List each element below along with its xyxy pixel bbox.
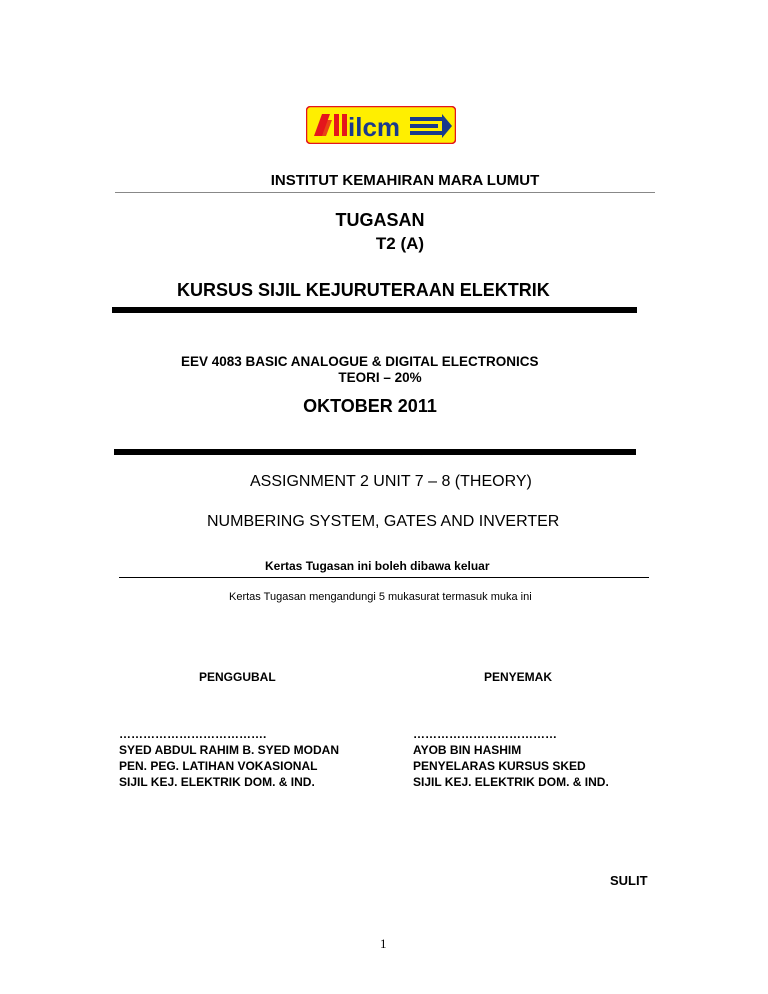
checker-heading: PENYEMAK xyxy=(484,670,553,684)
course-title: KURSUS SIJIL KEJURUTERAAN ELEKTRIK xyxy=(177,280,550,300)
preparer-heading: PENGGUBAL xyxy=(199,670,276,684)
preparer-title: PEN. PEG. LATIHAN VOKASIONAL xyxy=(119,759,318,773)
thick-rule-bottom xyxy=(114,449,636,455)
checker-name: AYOB BIN HASHIM xyxy=(413,743,522,757)
subject-weight: TEORI – 20% xyxy=(338,370,422,385)
preparer-dots: ………………………………. xyxy=(119,727,267,741)
subject-code: EEV 4083 BASIC ANALOGUE & DIGITAL ELECTRONICS xyxy=(181,354,539,369)
classification-label: SULIT xyxy=(610,873,648,888)
thick-rule-top xyxy=(112,307,637,313)
ilcm-logo xyxy=(306,106,456,144)
preparer-block xyxy=(119,726,399,790)
logo-text: ilcm xyxy=(348,112,401,142)
exam-date: OKTOBER 2011 xyxy=(303,396,437,416)
assignment-topic: NUMBERING SYSTEM, GATES AND INVERTER xyxy=(207,513,560,530)
checker-block xyxy=(413,726,673,790)
pages-note: Kertas Tugasan mengandungi 5 mukasurat termasuk muka ini xyxy=(229,591,532,603)
header-rule xyxy=(115,192,655,193)
notes-rule xyxy=(119,577,649,578)
doc-type: TUGASAN xyxy=(335,210,425,230)
checker-dots: ……………………………… xyxy=(413,727,557,741)
page-number: 1 xyxy=(380,936,387,951)
checker-title: PENYELARAS KURSUS SKED xyxy=(413,759,586,773)
checker-dept: SIJIL KEJ. ELEKTRIK DOM. & IND. xyxy=(413,775,609,789)
takeaway-note: Kertas Tugasan ini boleh dibawa keluar xyxy=(265,559,490,573)
preparer-dept: SIJIL KEJ. ELEKTRIK DOM. & IND. xyxy=(119,775,315,789)
institute-name: INSTITUT KEMAHIRAN MARA LUMUT xyxy=(270,172,540,189)
preparer-name: SYED ABDUL RAHIM B. SYED MODAN xyxy=(119,743,340,757)
assignment-title: ASSIGNMENT 2 UNIT 7 – 8 (THEORY) xyxy=(250,473,532,490)
doc-code: T2 (A) xyxy=(375,234,425,253)
